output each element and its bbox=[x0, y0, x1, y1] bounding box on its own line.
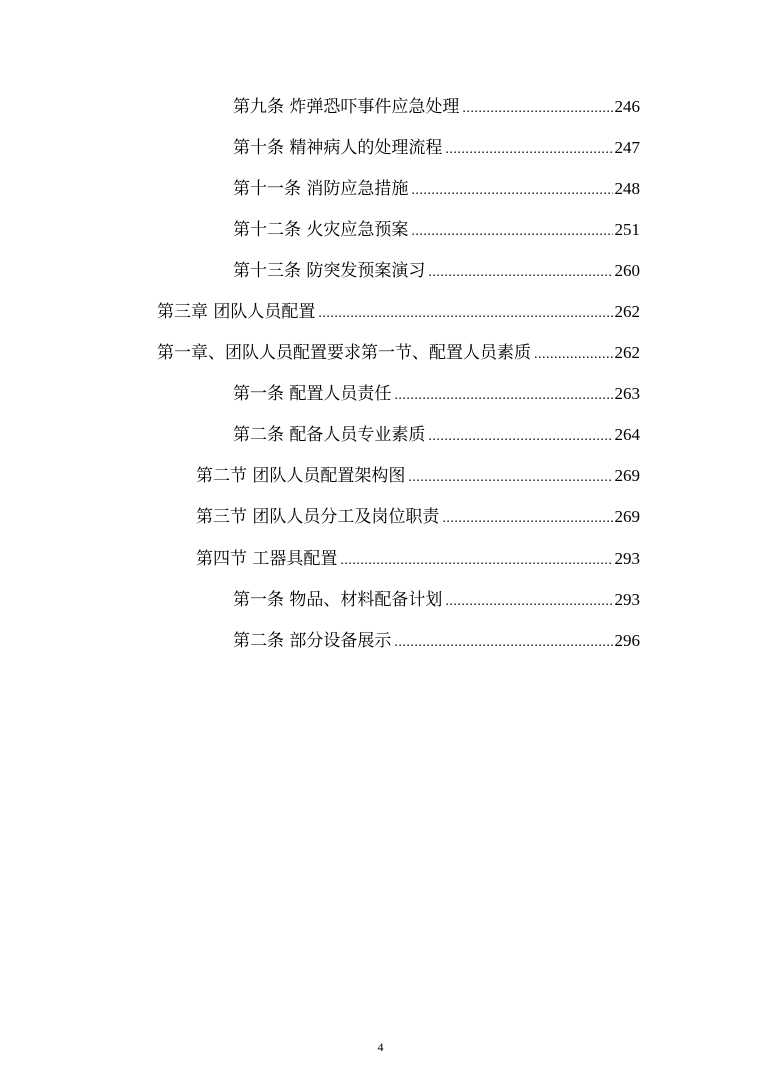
toc-entry-section[interactable] bbox=[196, 463, 640, 489]
toc-entry-title: 第三节 团队人员分工及岗位职责 bbox=[196, 507, 440, 527]
toc-entry-page: 269 bbox=[614, 466, 640, 485]
toc-leader-dots bbox=[318, 301, 612, 327]
toc-entry-section[interactable] bbox=[196, 504, 640, 530]
toc-entry-title: 第二节 团队人员配置架构图 bbox=[196, 466, 406, 486]
toc-entry-page: 293 bbox=[614, 549, 640, 568]
toc-leader-dots bbox=[411, 178, 612, 204]
toc-entry-page: 251 bbox=[614, 220, 640, 239]
toc-entry-page: 248 bbox=[614, 179, 640, 198]
toc-entry-title: 第十条 精神病人的处理流程 bbox=[233, 138, 443, 158]
page-number: 4 bbox=[377, 1040, 384, 1054]
toc-leader-dots bbox=[394, 383, 612, 409]
toc-entry-title: 第一章、团队人员配置要求第一节、配置人员素质 bbox=[157, 343, 531, 363]
toc-entry[interactable] bbox=[233, 94, 640, 120]
toc-leader-dots bbox=[445, 589, 612, 615]
toc-entry-page: 262 bbox=[614, 343, 640, 362]
toc-entry[interactable] bbox=[233, 135, 640, 161]
toc-leader-dots bbox=[428, 260, 612, 286]
toc-entry-page: 262 bbox=[614, 302, 640, 321]
toc-entry-page: 260 bbox=[614, 261, 640, 280]
toc-leader-dots bbox=[445, 137, 612, 163]
toc-entry[interactable] bbox=[233, 628, 640, 654]
toc-entry[interactable] bbox=[233, 587, 640, 613]
toc-leader-dots bbox=[428, 424, 612, 450]
toc-entry-page: 293 bbox=[614, 590, 640, 609]
toc-entry-page: 269 bbox=[614, 507, 640, 526]
toc-entry-section[interactable] bbox=[196, 546, 640, 572]
toc-leader-dots bbox=[394, 630, 612, 656]
toc-entry[interactable] bbox=[233, 422, 640, 448]
toc-leader-dots bbox=[408, 465, 612, 491]
toc-leader-dots bbox=[442, 506, 612, 532]
toc-entry-title: 第二条 配备人员专业素质 bbox=[233, 425, 426, 445]
toc-entry-title: 第二条 部分设备展示 bbox=[233, 631, 392, 651]
toc-entry-title: 第三章 团队人员配置 bbox=[157, 302, 316, 322]
toc-entry[interactable] bbox=[233, 176, 640, 202]
toc-entry-chapter[interactable] bbox=[157, 340, 640, 366]
toc-entry[interactable] bbox=[233, 381, 640, 407]
toc-leader-dots bbox=[340, 548, 612, 574]
toc-entry-title: 第九条 炸弹恐吓事件应急处理 bbox=[233, 97, 460, 117]
toc-leader-dots bbox=[411, 219, 612, 245]
toc-leader-dots bbox=[534, 342, 613, 368]
toc-entry-title: 第十一条 消防应急措施 bbox=[233, 179, 409, 199]
toc-entry-page: 296 bbox=[614, 631, 640, 650]
toc-entry[interactable] bbox=[233, 217, 640, 243]
toc-leader-dots bbox=[462, 96, 612, 122]
toc-entry-title: 第十二条 火灾应急预案 bbox=[233, 220, 409, 240]
toc-entry-title: 第十三条 防突发预案演习 bbox=[233, 261, 426, 281]
toc-entry-page: 247 bbox=[614, 138, 640, 157]
toc-entry-title: 第四节 工器具配置 bbox=[196, 549, 338, 569]
toc-entry-title: 第一条 配置人员责任 bbox=[233, 384, 392, 404]
toc-entry-page: 263 bbox=[614, 384, 640, 403]
toc-entry-chapter[interactable] bbox=[157, 299, 640, 325]
toc-entry[interactable] bbox=[233, 258, 640, 284]
toc-entry-title: 第一条 物品、材料配备计划 bbox=[233, 590, 443, 610]
toc-entry-page: 264 bbox=[614, 425, 640, 444]
toc-entry-page: 246 bbox=[614, 97, 640, 116]
